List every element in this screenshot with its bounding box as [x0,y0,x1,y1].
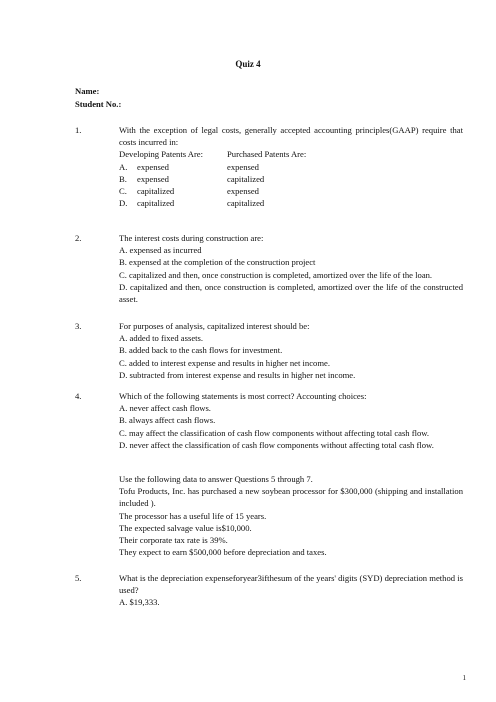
column-headers [119,148,463,160]
context-line: Their corporate tax rate is 39%. [119,535,228,546]
option-b: B. always affect cash flows. [119,415,216,426]
option-d: D. capitalized and then, once construction is completed, amortized over the life of the constructed asset. [119,281,463,305]
context-line: Use the following data to answer Questions 5 through 7. [119,474,313,484]
option-a: A. expensed expensed [119,161,259,172]
option-c: C. added to interest expense and results in higher net income. [119,357,330,368]
option-a: A. never affect cash flows. [119,403,211,414]
question-4 [75,390,463,451]
option-b: B. expensed capitalized [119,173,265,184]
question-number: 5. [75,573,82,583]
context-line: The expected salvage value is$10,000. [119,522,252,533]
question-number: 2. [75,233,82,243]
option-d: D. capitalized capitalized [119,198,265,209]
question-1 [75,124,463,209]
page-number: 1 [462,674,466,682]
column-header-developing: Developing Patents Are: [119,149,204,160]
context-line: They expect to earn $500,000 before depreciation and taxes. [119,547,327,558]
student-number-label: Student No.: [75,99,122,109]
context-line: Tofu Products, Inc. has purchased a new soybean processor for $300,000 (shipping and installation included ). [119,486,463,509]
quiz-title: Quiz 4 [235,59,261,69]
option-d: D. never affect the classification of cash flow components without affecting total cash flow. [119,439,434,450]
question-text: Which of the following statements is most correct? Accounting choices: [119,391,367,401]
question-2 [75,232,463,305]
question-text: For purposes of analysis, capitalized interest should be: [119,321,310,331]
option-b: B. added back to the cash flows for investment. [119,345,283,356]
question-text: What is the depreciation expenseforyear3ifthesum of the years' digits (SYD) depreciation method is used? [119,573,463,596]
option-a: A. added to fixed assets. [119,333,204,344]
option-c: C. may affect the classification of cash flow components without affecting total cash flow. [119,427,430,438]
option-d: D. subtracted from interest expense and results in higher net income. [119,369,356,380]
option-b: B. expensed at the completion of the construction project [119,257,316,268]
question-number: 3. [75,321,82,331]
question-number: 4. [75,391,82,401]
option-c: C. capitalized and then, once construction is completed, amortized over the life of the loan. [119,269,433,280]
column-header-purchased: Purchased Patents Are: [227,149,307,160]
question-5 [75,572,463,609]
question-number: 1. [75,125,82,135]
option-c: C. capitalized expensed [119,186,259,197]
question-text: With the exception of legal costs, generally accepted accounting principles(GAAP) require that costs incurred in: [119,125,463,148]
shared-data-block [75,473,463,558]
option-a: A. $19,333. [119,597,160,608]
question-text: The interest costs during construction are: [119,233,264,243]
question-3 [75,320,463,381]
name-label: Name: [75,86,100,96]
context-line: The processor has a useful life of 15 years. [119,510,267,521]
option-a: A. expensed as incurred [119,245,202,256]
